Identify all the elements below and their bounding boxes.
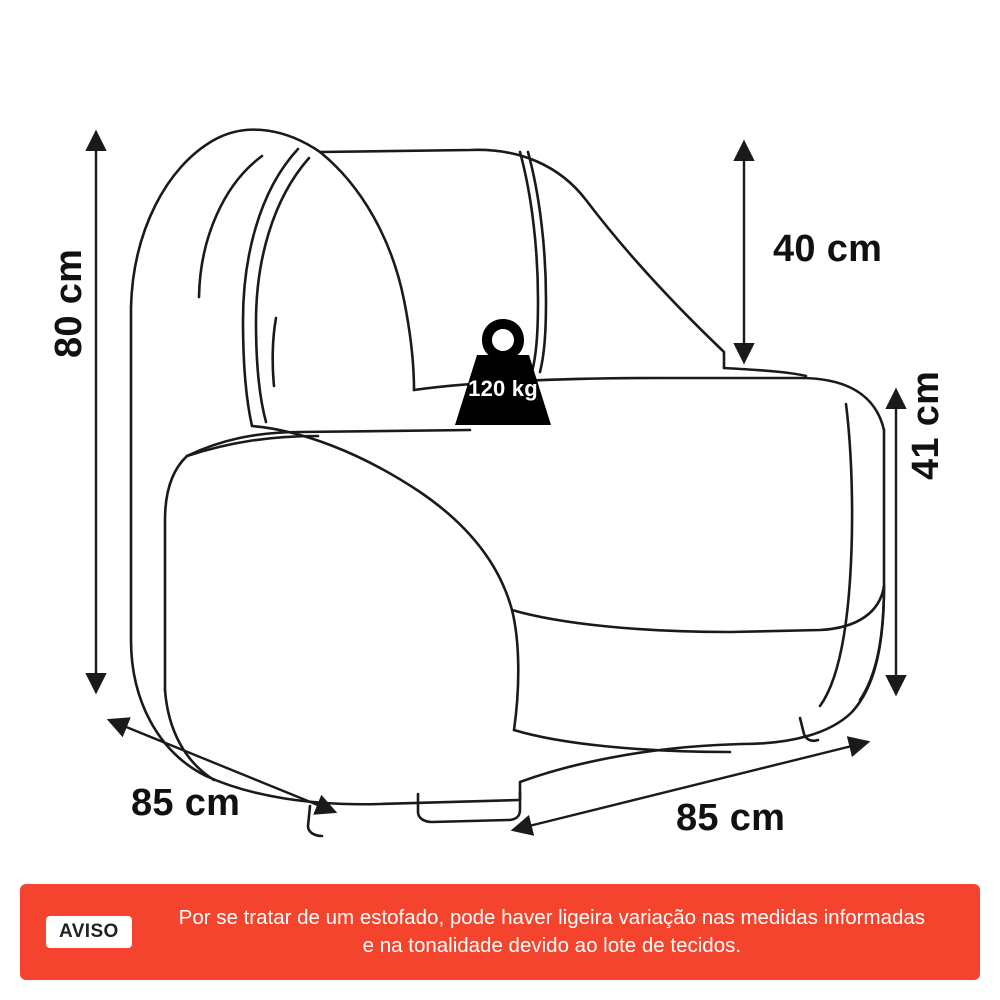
weight-capacity-badge [447,313,559,431]
weight-icon [447,313,559,431]
dimension-label-width: 85 cm [676,797,786,839]
dimension-label-depth: 85 cm [131,782,241,824]
dimension-label-total-height: 80 cm [48,248,90,358]
dimension-label-seat-height: 41 cm [905,370,947,480]
dimension-label-backrest-height: 40 cm [773,228,883,270]
notice-message [150,904,954,960]
notice-message-line-2: e na tonalidade devido ao lote de tecidos. [362,934,742,957]
notice-message-line-1: Por se tratar de um estofado, pode haver ligeira variação nas medidas informadas [178,906,926,929]
notice-tag: AVISO [46,916,132,948]
weight-capacity-label: 120 kg [468,376,538,401]
armchair-body-outline [131,130,884,836]
notice-banner [20,884,980,980]
